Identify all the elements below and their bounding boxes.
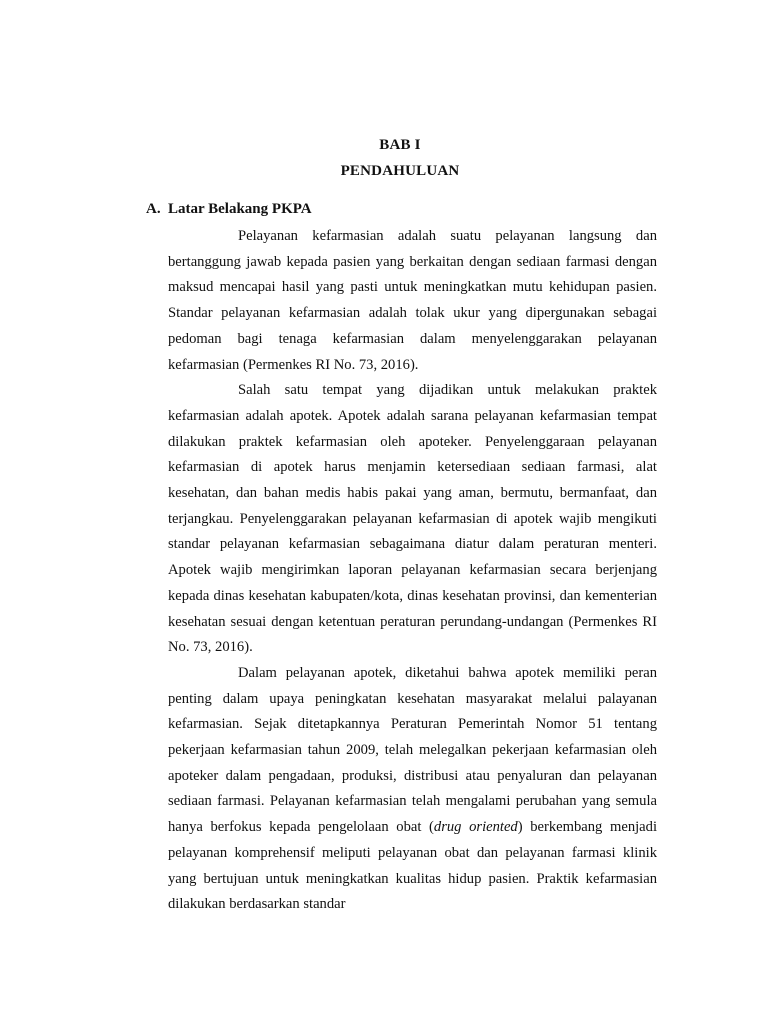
chapter-number: BAB I [379, 137, 421, 153]
section-heading [146, 201, 312, 218]
section-title: Latar Belakang PKPA [168, 201, 312, 217]
chapter-title: PENDAHULUAN [340, 163, 460, 179]
body-text [168, 224, 657, 918]
paragraph-3 [168, 661, 657, 918]
paragraph-2: Salah satu tempat yang dijadikan untuk melakukan praktek kefarmasian adalah apotek. Apotek adalah sarana pelayanan kefarmasian tempat dilakukan praktek kefarmasian oleh apoteker. Penyelenggaraan pelayanan kefarmasian di apotek harus menjamin ketersediaan sediaan farmasi, alat kesehatan, dan bahan medis habis pakai yang aman, bermutu, bermanfaat, dan terjangkau. Penyelenggarakan pelayanan kefarmasian di apotek wajib mengikuti standar pelayanan kefarmasian sebagaimana diatur dalam peraturan menteri. Apotek wajib mengirimkan laporan pelayanan kefarmasian secara berjenjang kepada dinas kesehatan kabupaten/kota, dinas kesehatan provinsi, dan kementerian kesehatan sesuai dengan ketentuan peraturan perundang-undangan (Permenkes RI No. 73, 2016). [168, 382, 657, 656]
section-marker: A. [146, 201, 161, 217]
paragraph-1: Pelayanan kefarmasian adalah suatu pelayanan langsung dan bertanggung jawab kepada pasien yang berkaitan dengan sediaan farmasi dengan maksud mencapai hasil yang pasti untuk meningkatkan mutu kehidupan pasien. Standar pelayanan kefarmasian adalah tolak ukur yang dipergunakan sebagai pedoman bagi tenaga kefarmasian dalam menyelenggarakan pelayanan kefarmasian (Permenkes RI No. 73, 2016). [168, 228, 657, 373]
paragraph-3-text-a: Dalam pelayanan apotek, diketahui bahwa apotek memiliki peran penting dalam upaya peningkatan kesehatan masyarakat melalui palayanan kefarmasian. Sejak ditetapkannya Peraturan Pemerintah Nomor 51 tentang pekerjaan kefarmasian tahun 2009, telah melegalkan pekerjaan kefarmasian oleh apoteker dalam pengadaan, produksi, distribusi atau penyaluran dan pelayanan sediaan farmasi. Pelayanan kefarmasian telah mengalami perubahan yang semula hanya berfokus kepada pengelolaan obat ( [168, 664, 657, 836]
paragraph-3-italic-term: drug oriented [433, 819, 518, 836]
paragraph-3-text-b: ) berkembang menjadi pelayanan komprehensif meliputi pelayanan obat dan pelayanan farmasi klinik yang bertujuan untuk meningkatkan kualitas hidup pasien. Praktik kefarmasian dilakukan berdasarkan standar [168, 819, 657, 913]
